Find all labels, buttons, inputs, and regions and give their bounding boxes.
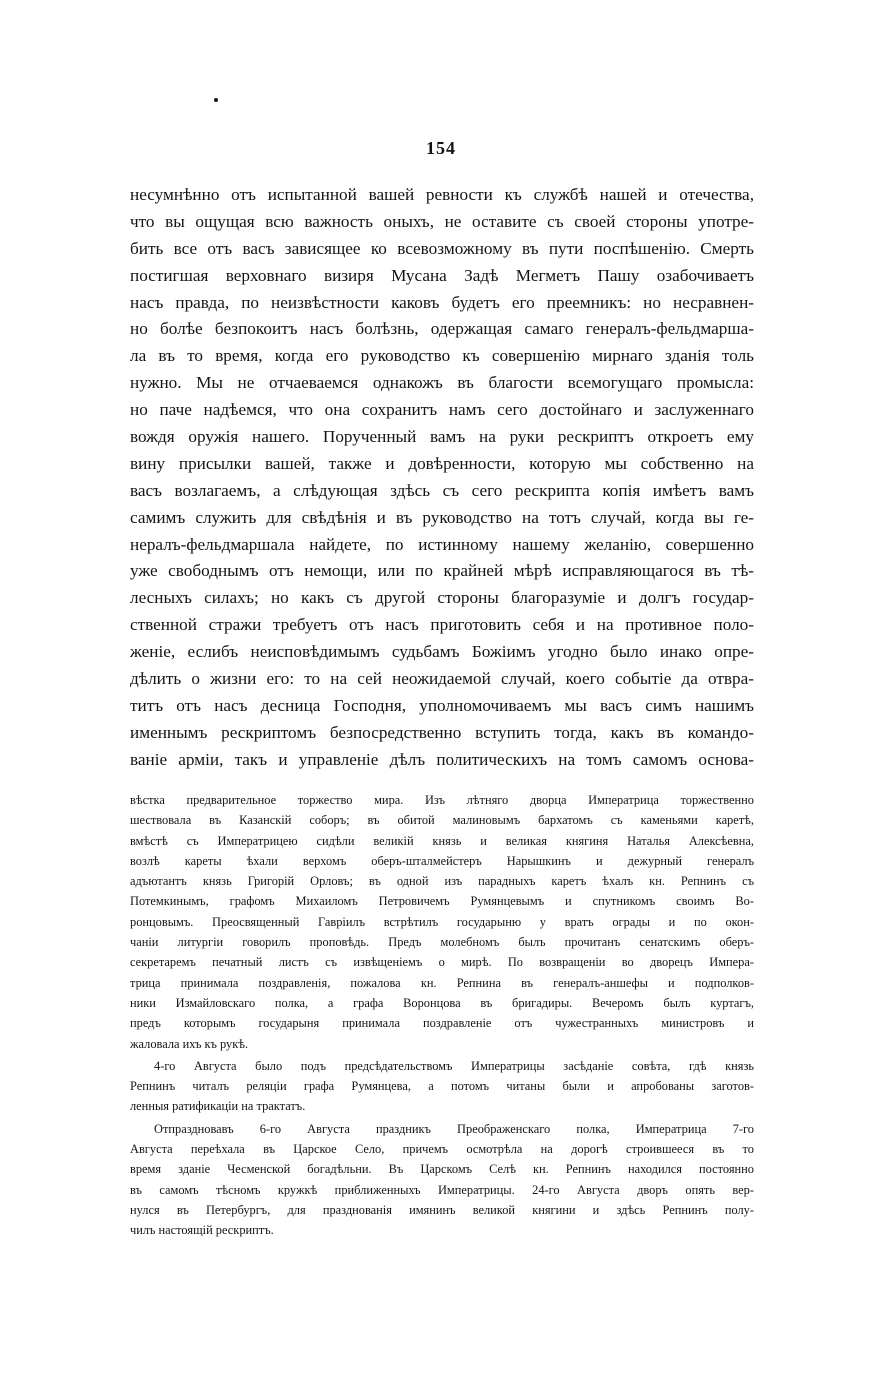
main-text-line: нералъ-фельдмаршала найдете, по истинному нашему желанію, совершенно (130, 534, 754, 554)
footnote-line: возлѣ кареты ѣхали верхомъ оберъ-шталмейстеръ Нарышкинъ и дежурный генералъ (130, 853, 754, 868)
main-text-line: но паче надѣемся, что она сохранитъ намъ сего достойнаго и заслуженнаго (130, 400, 754, 420)
main-text-line: нужно. Мы не отчаеваемся однакожъ въ благости всемогущаго промысла: (130, 373, 754, 393)
main-text-line: бить все отъ васъ зависящее ко всевозможному въ пути поспѣшенію. Смерть (130, 238, 754, 258)
main-text-line: ственной стражи требуетъ отъ насъ приготовить себя и на противное поло- (130, 615, 754, 635)
footnote-line: вѣстка предварительное торжество мира. Изъ лѣтняго дворца Императрица торжественно (130, 793, 754, 807)
footnote-line: трица принимала поздравленія, пожалова кн. Репнина въ генералъ-аншефы и подполков- (130, 975, 754, 990)
footnote-line: Потемкинымъ, графомъ Михаиломъ Петровичемъ Румянцевымъ и спутникомъ своимъ Во- (130, 894, 754, 909)
footnote-line: шествовала въ Казанскій соборъ; въ обитой малиновымъ бархатомъ съ каменьями каретѣ, (130, 813, 754, 828)
main-text-line: вождя оружія нашего. Порученный вамъ на руки рескриптъ откроетъ ему (130, 427, 754, 447)
footnote-line: Августа переѣхала въ Царское Село, причемъ осмотрѣла на дорогѣ строившееся въ то (130, 1142, 754, 1157)
main-text-line: титъ отъ насъ десница Господня, уполномочиваемъ мы васъ симъ нашимъ (130, 695, 754, 715)
footnote-line: чаніи литургіи говорилъ проповѣдь. Предъ молебномъ былъ прочитанъ сенатскимъ оберъ- (130, 935, 754, 950)
main-text-line: именнымъ рескриптомъ безпосредственно вступить тогда, какъ въ командо- (130, 722, 754, 742)
footnote-line: предъ которымъ государыня принимала поздравленіе отъ чужестранныхъ министровъ и (130, 1016, 754, 1031)
main-text-line: что вы ощущая всю важность оныхъ, не оставите съ своей стороны употре- (130, 211, 754, 231)
main-text-line: вину присылки вашей, также и довѣренности, которую мы собственно на (130, 453, 754, 473)
main-text-line: несумнѣнно отъ испытанной вашей ревности къ службѣ нашей и отечества, (130, 185, 754, 204)
footnote-line: 4-го Августа было подъ предсѣдательствомъ Императрицы засѣданіе совѣта, гдѣ князь (154, 1058, 754, 1073)
footnote-line: адъютантъ князь Григорій Орловъ; въ одной изъ парадныхъ каретъ ѣхалъ кн. Репнинъ съ (130, 874, 754, 889)
main-text-line: уже свободнымъ отъ немощи, или по крайней мѣрѣ исправляющагося въ тѣ- (130, 561, 754, 581)
main-text-line: ваніе арміи, такъ и управленіе дѣлъ политическихъ на томъ самомъ основа- (130, 749, 754, 769)
main-text-line: васъ возлагаемъ, а слѣдующая здѣсь съ сего рескрипта копія имѣетъ вамъ (130, 480, 754, 500)
footnotes-block (130, 790, 754, 1241)
footnote-line: ронцовымъ. Преосвященный Гавріилъ встрѣтилъ государыню у вратъ ограды и по окон- (130, 914, 754, 929)
footnote-line: ники Измайловскаго полка, а графа Воронцова въ бригадиры. Вечеромъ былъ куртагъ, (130, 995, 754, 1010)
footnote-line: секретаремъ печатный листъ съ извѣщеніемъ о мирѣ. По возвращеніи во дворецъ Импера- (130, 955, 754, 970)
footnote-line: ленныя ратификаціи на трактатъ. (130, 1099, 306, 1114)
main-text-line: ла въ то время, когда его руководство къ совершенію мирнаго зданія толь (130, 346, 754, 366)
footnote-line: жаловала ихъ къ рукѣ. (130, 1036, 249, 1051)
footnote-line: Репнинъ читалъ реляціи графа Румянцева, а потомъ читаны были и апробованы заготов- (130, 1079, 754, 1094)
main-text-line: постигшая верховнаго визиря Мусана Задѣ Мегметъ Пашу озабочиваетъ (130, 265, 754, 285)
main-text-line: самимъ служить для свѣдѣнія и въ руководство на тотъ случай, когда вы ге- (130, 507, 754, 527)
main-text-line: дѣлить о жизни его: то на сей неожидаемой случай, коего событіе да отвра- (130, 669, 754, 689)
footnote-line: Отпраздновавъ 6-го Августа праздникъ Преображенскаго полка, Императрица 7-го (154, 1121, 754, 1136)
footnote-line: время зданіе Чесменской богадѣльни. Въ Царскомъ Селѣ кн. Репнинъ находился постоянно (130, 1162, 754, 1177)
page-number: 154 (426, 138, 456, 158)
main-text-block (130, 182, 754, 774)
footnote-line: въ самомъ тѣсномъ кружкѣ приближенныхъ Императрицы. 24-го Августа дворъ опять вер- (130, 1182, 754, 1197)
print-speck (214, 98, 218, 102)
footnote-line: вмѣстѣ съ Императрицею сидѣли великій князь и великая княгиня Наталья Алексѣевна, (130, 833, 754, 848)
main-text-line: лесныхъ силахъ; но какъ съ другой стороны благоразуміе и долгъ государ- (130, 588, 754, 608)
footnote-line: чилъ настоящій рескриптъ. (130, 1223, 274, 1238)
main-text-line: женіе, еслибъ неисповѣдимымъ судьбамъ Божіимъ угодно было инако опре- (130, 642, 754, 662)
main-text-line: насъ правда, по неизвѣстности каковъ будетъ его преемникъ: но несравнен- (130, 292, 754, 312)
main-text-line: но болѣе безпокоитъ насъ болѣзнь, одержащая самаго генералъ-фельдмарша- (130, 319, 754, 339)
footnote-line: нулся въ Петербургъ, для празднованія имянинъ великой княгини и здѣсь Репнинъ полу- (130, 1202, 754, 1217)
